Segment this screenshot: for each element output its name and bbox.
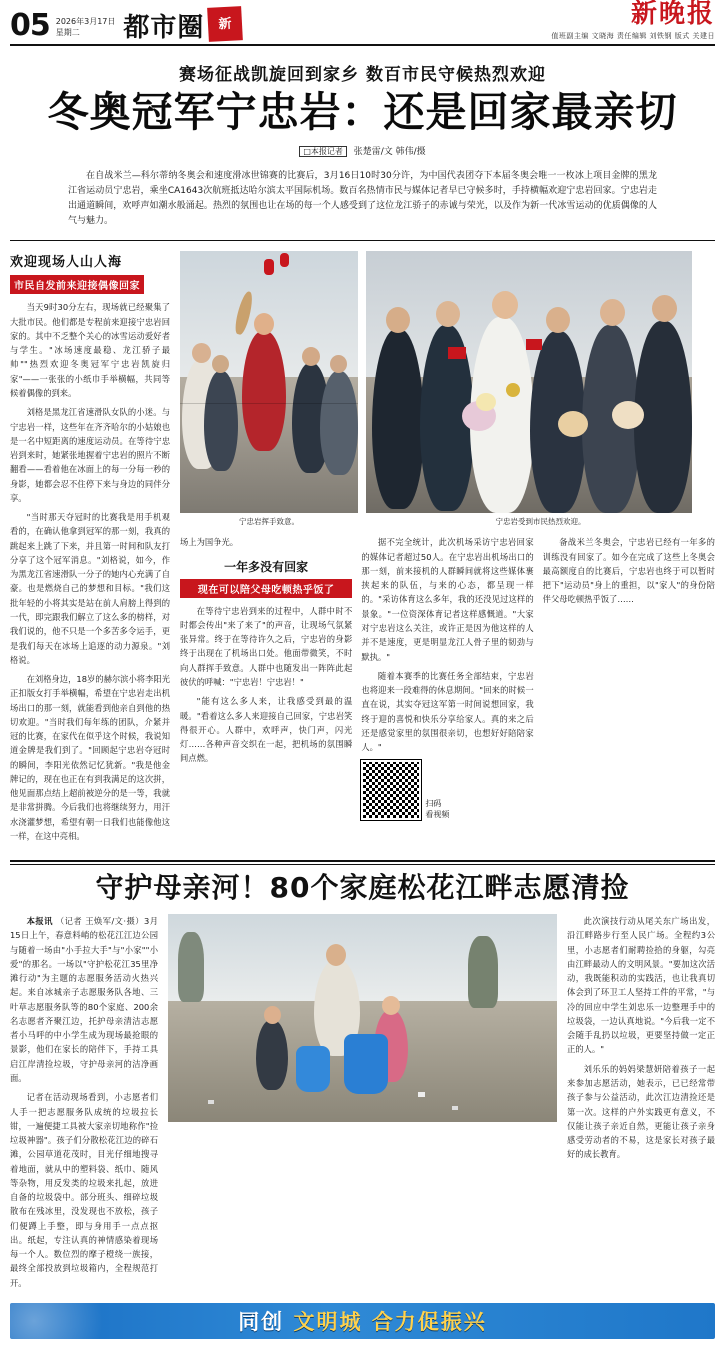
lead-byline [10,144,715,157]
qr-caption [425,798,449,820]
banner-text [238,1306,487,1336]
section-name: 都市圈 [123,13,205,43]
left-paragraph: 当天9时30分左右，现场就已经聚集了大批市民。他们都是专程前来迎接宁忠岩回家的。其中不乏整个关心的冰雪运动爱好者与学生。"冰场速度最稳、龙江骄子最帅""热烈欢迎冬奥冠军宁忠岩凯旋归家"——一张张的小纸巾手举横幅，共同等候着偶像的到来。 [10,302,170,399]
left-tag: 市民自发前来迎接偶像回家 [10,275,144,294]
story2-paragraph: 此次演技行动从尾关东广场出发，沿江畔路步行至人民广场。全程约3公里，小志愿者们耐聘捡拾的身躯，勾亮由江畔最动人的文明风景。"要加这次活动，我既能积动的实践活，也让我真切体会到了环卫工人坚持工件的平常，"与冷的回应中学生刘忠乐一边整理手中的垃圾袋，一边认真地说。"今后我一定不会随手乱扔以垃圾，更要坚持做一定正正的人。" [567,916,715,1055]
photo-crowd-welcome [366,251,692,513]
weekday-text: 星期二 [55,28,80,38]
masthead [10,0,715,46]
photo-volunteers-cleanup [168,914,557,1122]
seal-text: 新 [218,16,233,32]
mid-paragraph: 在等待宁忠岩到来的过程中，人群中时不时都会传出"来了来了"的声音，让现场气氛紧张异常。终于在等待许久之后，宁忠岩的身影终于出现在了机场出口处。他面带微笑，不时向人群挥手致意。人群中也随发出一阵阵此起彼伏的呼喊："宁忠岩！宁忠岩！" [180,605,353,688]
banner-part2: 文明城 [293,1309,363,1334]
bottom-banner [10,1303,715,1339]
mid-paragraph: 据不完全统计，此次机场采访宁忠岩回家的媒体记者超过50人。在宁忠岩出机场出口的那一刻，前来接机的人群瞬间就将这些媒体裹挟起来的队伍，与来的心态，都呈现一样的。"采访体育这么多年，我的还没见过这样的景象。"一位资深体育记者这样感慨道。"大家对宁忠岩这么关注，或许正是因为他这样的人并不是速度，更是明显龙江人骨子里的韧劲与默执。" [361,537,534,662]
story2-grid [10,914,715,1295]
qr-block[interactable] [361,760,533,820]
lead-body: 在自战米兰—科尔蒂纳冬奥会和速度滑冰世锦赛的比赛后，3月16日10时30分许，为中国代表团夺下本届冬奥会唯一一枚冰上项目金牌的黑龙江省运动员宁忠岩，乘坐CA1643次航班抵达哈尔滨太平国际机场。数百名热情市民与媒体记者早已守候多时，手持横幅欢迎宁忠岩回家。宁忠岩走出通道瞬间，欢呼声如潮水般涌起。热烈的氛围也让在场的每一个人感受到了这位龙江骄子的赤诚与荣光，以及作为新一代冰雪运动的优质偶像的人气与魅力。 [68,171,657,226]
mid-paragraph: 备战米兰冬奥会，宁忠岩已经有一年多的训练没有回家了。如今在完成了这些上冬奥会最高额度自的比赛后，宁忠岩也终于可以暂时把下"运动员"身上的重担，以"家人"的身份陪伴父母吃顿热乎饭了…… [542,537,715,605]
mid-col-2 [361,535,533,820]
masthead-right [551,1,715,41]
qr-caption-line1: 扫码 [425,799,442,809]
mid-fragment: 场上为国争光。 [180,537,239,548]
banner-decoration [10,1303,130,1339]
staff-line: 值班副主编 文晓海 责任编辑 刘铁钢 版式 关建日 [551,32,715,40]
story2-col-1 [10,914,158,1295]
photo-caption-left: 宁忠岩挥手致意。 [239,517,299,527]
right-column [180,251,715,848]
page-number: 05 [10,8,50,43]
story2-photo-col [168,914,557,1295]
seal-icon [208,6,244,42]
left-column [10,251,170,848]
story2-col-3 [567,914,715,1295]
left-paragraph: 刘格是黑龙江省速滑队女队的小迷。与宁忠岩一样，这些年在齐齐哈尔的小姑娘也是一名中短距离的速度运动员。在等待宁忠岩到来时，她紧张地握着宁忠岩的照片不断翻看——看着他在冰面上的每一分每一秒的身影，她都会忍不住停下来与身边的同伴分享。 [10,407,170,503]
story2-paragraph: 刘乐乐的妈妈梁慧妍陪着孩子一起来参加志愿活动，她表示，已已经常带孩子参与公益活动，此次江边清捡还是第一次。这样的户外实践更有意义，不仅能让孩子亲近自然，更能让孩子亲身感受劳动者的不易，这是家长对孩子最好的成长教育。 [567,1063,715,1160]
photo-right-wrap [366,251,715,527]
mid-paragraph: "能有这么多人来，让我感受到最的温暖。"看着这么多人来迎接自己回家，宁忠岩笑得很开心。人群中，欢呼声，快门声，闪光灯……各种声音交织在一起，把机场的氛围瞬间点燃。 [180,696,353,764]
mid-col-3 [543,535,715,820]
date-block [56,17,116,41]
left-subhead: 欢迎现场人山人海 [10,255,123,271]
date-text: 2026年3月17日 [55,17,116,27]
photo-athlete-waving [180,251,358,513]
story2-byline: （记者 王焕军/文·摄）3月15日上午，春意料峭的松花江江边公园与随着一场由"小手拉大手"与"小家""小爱"的那名。一场以"守护松花江35里净滩行动"为主题的志愿服务活动火热兴起。来自冰城亲子志愿服务队各地、三叶草志愿服务队等的80个家庭、200余名志愿者齐聚江边，托护母亲清洁志愿者小马呼的中小学生成为现场最抢眼的景影，他们在家长的陪伴下，手持工具启江岸清捡垃圾，守护母亲河的洁净画面。 [10,916,158,1083]
lead-story [10,46,715,228]
byline-tag: □本报记者 [299,146,347,157]
mid-paragraph: 随着本赛季的比赛任务全部结束，宁忠岩也将迎来一段难得的休息期间。"回来的时候一直在说，其实夺冠这军第一时间说想回家，我终于迎的喜悦和快乐分享给家人。真的来之后还是感觉家里的氛围很亲切，也想好好陪陪家人。" [361,670,534,753]
photo-left-wrap [180,251,358,527]
mid-text-columns [180,535,715,820]
lead-headline: 冬奥冠军宁忠岩：还是回家最亲切 [47,88,678,136]
byline-names: 张楚雷/文 韩伟/摄 [353,147,426,158]
mid-col-1 [180,535,352,820]
banner-part3: 合力促振兴 [371,1309,487,1334]
story2-headline: 守护母亲河！80个家庭松花江畔志愿清捡 [95,871,630,905]
left-paragraph: "当时那天夺冠时的比赛我是用手机观看的，在确认他拿到冠军的那一刻，我真的跳起来上跳了下来，并且第一时间和队友打分享了这个冠军消息。"刘格说，如今，作为黑龙江省速滑队一分子的她内心充满了自豪。也是燃烧自己的梦想和目标。"我们这批年轻的小将其实是站在前人肩膀上得到的一代，即完跟我们解立了这么多的榜样，对我们说的，他不只是一个多苦多令运手，更是我们每天在冰场上追逐的动力源泉。"刘格说。 [10,512,170,665]
story2-paragraph: 记者在活动现场看到，小志愿者们人手一把志愿服务队成统的垃圾拉长钳，一遍便捷工具被大家亲切地称作"捡垃圾神器"。孩子们分散松花江边的碎石滩，公园草道花茂时，目光仔细地搜寻着地面，就从中的塑料袋、纸巾、随风等杂物，用反发类的垃圾来扎起，放进自备的垃圾袋中。部分班头、细碎垃圾散布在残冰里，没发现也不放松，孩子们便蹲上手整，即与身用手一点点抠出。纸起，专注认真的神情感染着现场每一个人。数位烈的摩子橙绕一族接，最终全部投放到垃圾箱内，全程规范打开。 [10,1092,158,1288]
mid-tag: 现在可以陪父母吃顿热乎饭了 [180,579,352,598]
story2-dateline: 本报讯 [26,916,53,927]
mid-subhead: 一年多没有回家 [224,559,309,574]
qr-caption-line2: 看视频 [425,810,450,820]
qr-code-icon[interactable] [361,760,421,820]
photo-caption-right: 宁忠岩受到市民热烈欢迎。 [495,517,586,527]
story2-dateline-paragraph [10,914,158,1085]
section-divider [10,860,715,865]
divider-rule [10,240,715,241]
lead-kicker: 赛场征战凯旋回到家乡 数百市民守候热烈欢迎 [179,65,546,85]
paper-logo: 新晚报 [630,0,715,29]
photo-row [180,251,715,527]
main-grid [10,251,715,848]
left-paragraph: 在刘格身边，18岁的赫尔滨小将李阳光正扣版女打手举横幅，希望在宁忠岩走出机场出口的那一刻，就能看到他亲自到他的热切欢迎。"当时我们每年练的团队，介紧并冠的比赛，在家代在似乎这个时候，我说知道金牌是我们到了。"回顾起宁忠岩夺冠时的瞬间，李阳光依然记忆犹新。"我是他金牌记的，现在也正在有到我满足的这次拼，他见面那点结上超前被逆分的是一等，我就是非常拼腾。今后我们也将继续努力，用汗水浇灌梦想，希望有朝一日我们也能像他这一样，在这中亮相。 [10,674,170,841]
banner-part1: 同创 [238,1309,285,1334]
